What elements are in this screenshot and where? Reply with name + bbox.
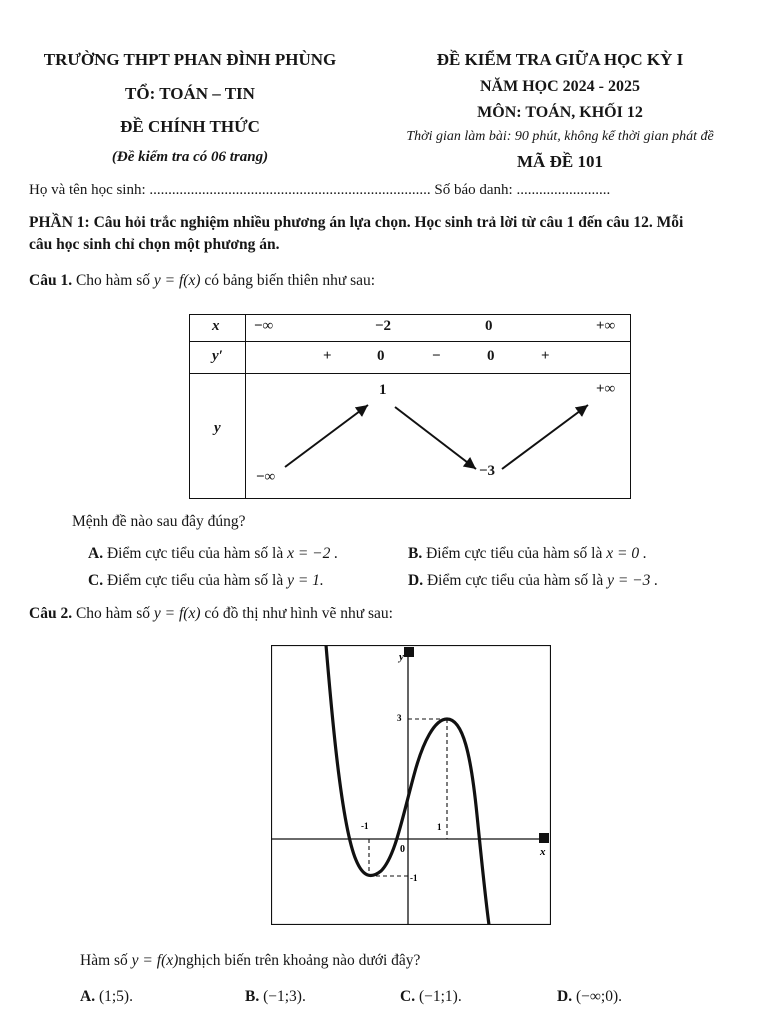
question-2-option-d[interactable] <box>557 988 622 1006</box>
option-c-text: Điểm cực tiểu của hàm số là <box>106 572 284 589</box>
option-c-letter: C. <box>88 572 104 589</box>
question-1-option-d[interactable] <box>408 572 658 590</box>
section-line2: câu học sinh chỉ chọn một phương án. <box>29 236 280 253</box>
q2-option-c-letter: C. <box>400 988 416 1005</box>
arrow-increase-2 <box>502 405 588 469</box>
option-d-letter: D. <box>408 572 424 589</box>
question-1-stem <box>29 272 375 290</box>
section-heading <box>29 214 683 232</box>
q2-option-d-letter: D. <box>557 988 573 1005</box>
table-sign-minus: − <box>432 348 441 364</box>
school-name: TRƯỜNG THPT PHAN ĐÌNH PHÙNG <box>43 50 337 69</box>
graph-x-label: x <box>540 846 546 858</box>
department-name: TỔ: TOÁN – TIN <box>125 84 255 103</box>
option-b-letter: B. <box>408 545 423 562</box>
table-x-neg2: −2 <box>375 318 392 334</box>
question-1-func: y = f(x) <box>153 272 201 289</box>
question-1-option-c[interactable] <box>88 572 324 590</box>
table-y-min: −3 <box>479 463 496 479</box>
question-1-text-pre: Cho hàm số <box>75 272 151 289</box>
question-2-prompt <box>80 952 420 970</box>
graph-origin-label: 0 <box>400 844 405 855</box>
table-sign-zero-1: 0 <box>377 348 385 364</box>
option-a-letter: A. <box>88 545 104 562</box>
table-sign-plus-1: + <box>323 348 332 364</box>
question-1-text-post: có bảng biến thiên như sau: <box>204 272 376 289</box>
q2-option-d-math: (−∞;0). <box>575 988 622 1005</box>
section-title: PHẦN 1: <box>29 214 90 231</box>
y-axis-arrow-icon <box>404 647 414 657</box>
graph-tick-3-y: 3 <box>397 713 402 723</box>
table-x-zero: 0 <box>485 318 493 334</box>
graph-tick-neg1-x: -1 <box>361 821 369 831</box>
table-y-label: y <box>214 420 221 436</box>
pages-note: (Đề kiểm tra có 06 trang) <box>111 149 269 165</box>
school-year: NĂM HỌC 2024 - 2025 <box>480 78 640 95</box>
q2-option-a-letter: A. <box>80 988 96 1005</box>
graph-tick-1-x: 1 <box>437 822 442 832</box>
table-sign-zero-2: 0 <box>487 348 495 364</box>
option-b-text: Điểm cực tiểu của hàm số là <box>426 545 603 562</box>
arrow-decrease <box>395 407 476 469</box>
table-x-label: x <box>212 318 220 334</box>
question-2-option-b[interactable] <box>245 988 306 1006</box>
question-2-prompt-post: nghịch biến trên khoảng nào dưới đây? <box>178 952 421 969</box>
option-b-math: x = 0 . <box>606 545 647 562</box>
q2-option-c-math: (−1;1). <box>418 988 462 1005</box>
question-2-prompt-func: y = f(x) <box>131 952 179 969</box>
question-2-func: y = f(x) <box>153 605 201 622</box>
question-1-prompt: Mệnh đề nào sau đây đúng? <box>72 513 246 530</box>
table-arrows <box>190 315 630 498</box>
function-graph <box>271 645 551 925</box>
q2-option-b-math: (−1;3). <box>263 988 306 1005</box>
option-c-math: y = 1. <box>287 572 324 589</box>
x-axis-arrow-icon <box>539 833 549 843</box>
table-x-pos-inf: +∞ <box>596 318 616 334</box>
table-y-neg-inf: −∞ <box>256 469 276 485</box>
student-info-line: Họ và tên học sinh: ........................................................................... Số báo danh: ......................... <box>29 182 611 198</box>
option-a-text: Điểm cực tiểu của hàm số là <box>106 545 284 562</box>
subject-line: MÔN: TOÁN, KHỐI 12 <box>477 104 643 121</box>
option-d-text: Điểm cực tiểu của hàm số là <box>426 572 604 589</box>
table-sign-plus-2: + <box>541 348 550 364</box>
option-a-math: x = −2 . <box>287 545 339 562</box>
table-y-pos-inf: +∞ <box>596 381 616 397</box>
table-y-max: 1 <box>379 382 387 398</box>
q2-option-b-letter: B. <box>245 988 260 1005</box>
question-2-text-post: có đồ thị như hình vẽ như sau: <box>204 605 393 622</box>
official-label: ĐỀ CHÍNH THỨC <box>120 117 260 136</box>
graph-tick-neg1-y: -1 <box>410 873 418 883</box>
exam-title: ĐỀ KIỂM TRA GIỮA HỌC KỲ I <box>436 50 684 69</box>
q2-option-a-math: (1;5). <box>98 988 133 1005</box>
question-2-option-c[interactable] <box>400 988 462 1006</box>
question-2-label: Câu 2. <box>29 605 73 622</box>
section-line1: Câu hỏi trắc nghiệm nhiều phương án lựa chọn. Học sinh trả lời từ câu 1 đến câu 12. Mỗi <box>89 214 684 231</box>
question-2-option-a[interactable] <box>80 988 133 1006</box>
question-2-prompt-pre: Hàm số <box>80 952 128 969</box>
table-x-neg-inf: −∞ <box>254 318 274 334</box>
exam-code: MÃ ĐỀ 101 <box>517 152 603 171</box>
option-d-math: y = −3 . <box>607 572 659 589</box>
question-1-label: Câu 1. <box>29 272 73 289</box>
variation-table <box>189 314 631 499</box>
graph-y-label: y <box>399 651 404 663</box>
question-1-option-b[interactable] <box>408 545 647 563</box>
question-1-option-a[interactable] <box>88 545 338 563</box>
question-2-text-pre: Cho hàm số <box>75 605 151 622</box>
question-2-stem <box>29 605 393 623</box>
time-note: Thời gian làm bài: 90 phút, không kể thời gian phát đề <box>406 129 714 144</box>
table-derivative-label: y′ <box>212 348 223 364</box>
arrow-increase-1 <box>285 405 368 467</box>
